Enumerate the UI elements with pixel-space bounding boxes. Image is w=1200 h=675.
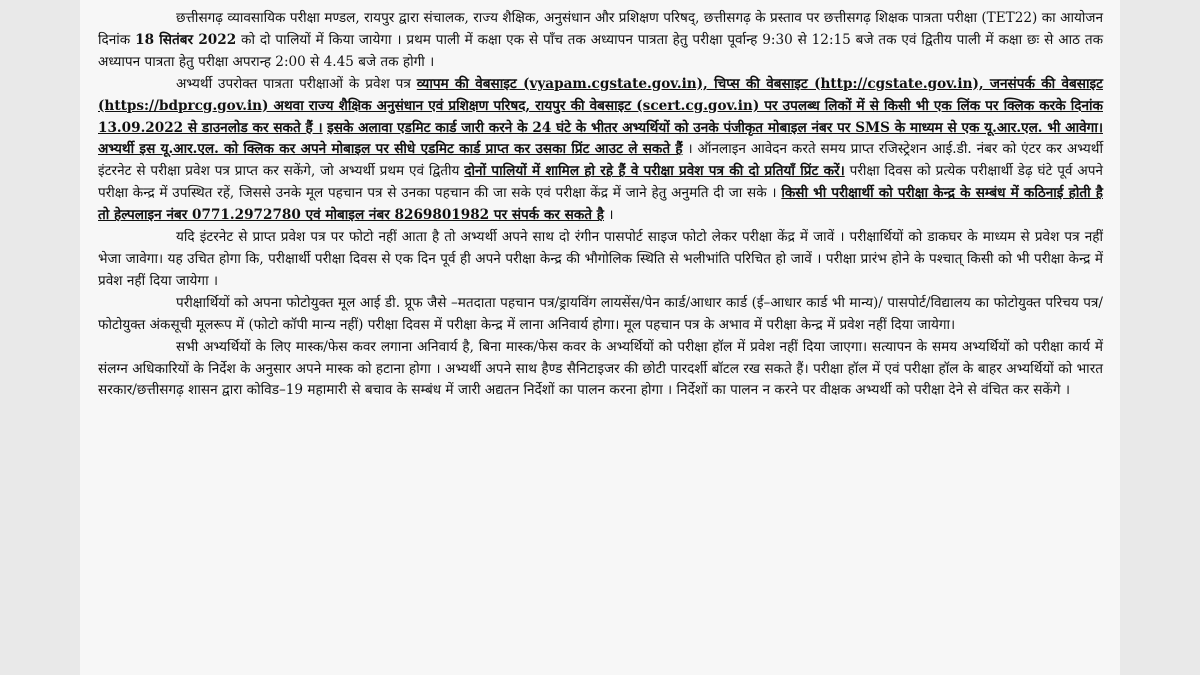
- paragraph-photo-instructions: यदि इंटरनेट से प्राप्त प्रवेश पत्र पर फोटो नहीं आता है तो अभ्यर्थी अपने साथ दो रंगीन पासपोर्ट साइज फोटो लेकर परीक्षा केंद्र में जावें । परीक्षार्थियों को डाकघर के माध्यम से प्रवेश पत्र नहीं भेजा जावेगा। यह उचित होगा कि, परीक्षार्थी परीक्षा दिवस से एक दिन पूर्व ही अपने परीक्षा केन्द्र की भौगोलिक स्थिति से भलीभांति परिचित हो जावें । परीक्षा प्रारंभ होने के पश्चात् किसी को भी परीक्षा केन्द्र में प्रवेश नहीं दिया जायेगा ।: [98, 229, 1103, 289]
- exam-notice-body: [98, 8, 1103, 402]
- schedule-shift-text: को दो पालियों में किया जायेगा । प्रथम पाली में कक्षा एक से पाँच तक अध्यापन पात्रता हेतु परीक्षा पूर्वान्ह 9:30 से 12:15 बजे तक एवं द्वितीय पाली में कक्षा छः से आठ तक अध्यापन पात्रता हेतु परीक्षा अपरान्ह 2:00 से 4.45 बजे तक होगी ।: [98, 31, 1104, 70]
- paragraph-exam-schedule: [98, 8, 1103, 74]
- schedule-intro-text: छत्तीसगढ़ व्यावसायिक परीक्षा मण्डल, रायपुर द्वारा संचालक, राज्य शैक्षिक, अनुसंधान और प्रशिक्षण परिषद्, छत्तीसगढ़ के प्रस्ताव पर छत्तीसगढ़ शिक्षक पात्रता परीक्षा (TET22) का आयोजन दिनांक: [98, 10, 1103, 48]
- paragraph-id-proof: परीक्षार्थियों को अपना फोटोयुक्त मूल आई डी. प्रूफ जैसे –मतदाता पहचान पत्र/ड्रायविंग लायसेंस/पेन कार्ड/आधार कार्ड (ई–आधार कार्ड भी मान्य)/ पासपोर्ट/विद्यालय का फोटोयुक्त परिचय पत्र/ फोटोयुक्त अंकसूची मूलरूप में (फोटो कॉपी मान्य नहीं) परीक्षा दिवस में परीक्षा केन्द्र में लाना अनिवार्य होगा। मूल पहचान पत्र के अभाव में परीक्षा केन्द्र में प्रवेश नहीं दिया जायेगा।: [98, 294, 1103, 333]
- exam-date: 18 सितंबर 2022: [135, 31, 237, 48]
- two-shift-print-text: दोनों पालियों में शामिल हो रहे हैं वे परीक्षा प्रवेश पत्र की दो प्रतियाँ प्रिंट करें।: [464, 163, 845, 180]
- admit-card-intro-text: अभ्यर्थी उपरोक्त पात्रता परीक्षाओं के प्रवेश पत्र: [176, 75, 411, 92]
- helpline-end-text: ।: [608, 207, 614, 224]
- paragraph-admit-card: [98, 74, 1103, 227]
- paragraph-covid-guidelines: सभी अभ्यर्थियों के लिए मास्क/फेस कवर लगाना अनिवार्य है, बिना मास्क/फेस कवर के अभ्यर्थियों को परीक्षा हॉल में प्रवेश नहीं दिया जाएगा। सत्यापन के समय अभ्यर्थियों को परीक्षा कार्य में संलग्न अधिकारियों के निर्देश के अनुसार अपने मास्क को हटाना होगा । अभ्यर्थी अपने साथ हैण्ड सैनिटाइजर की छोटी पारदर्शी बॉटल रख सकते हैं। परीक्षा हॉल में एवं परीक्षा हॉल के बाहर अभ्यर्थियों को भारत सरकार/छत्तीसगढ़ शासन द्वारा कोविड–19 महामारी से बचाव के सम्बंध में जारी अद्यतन निर्देशों का पालन करना होगा । निर्देशों का पालन न करने पर वीक्षक अभ्यर्थी को परीक्षा देने से वंचित कर सकेंगे ।: [98, 338, 1103, 399]
- sms-url-text: इसके अलावा एडमिट कार्ड जारी करने के 24 घंटे के भीतर अभ्यर्थियों को उनके पंजीकृत मोबाइल नंबर पर SMS के माध्यम से एक यू.आर.एल. भी आवेगा। अभ्यर्थी इस यू.आर.एल. को क्लिक कर अपने मोबाइल पर सीधे एडमिट कार्ड प्राप्त कर उसका प्रिंट आउट ले सकते हैं: [98, 119, 1103, 158]
- helpline-text: किसी भी परीक्षार्थी को परीक्षा केन्द्र के सम्बंध में कठिनाई होती है तो हेल्पलाइन नंबर 0771.2972780 एवं मोबाइल नंबर 8269801982 पर संपर्क कर सकते है: [98, 185, 1103, 224]
- admit-card-websites-text: व्यापम की वेबसाइट (vyapam.cgstate.gov.in), चिप्स की वेबसाइट (http://cgstate.gov.in), जनसंपर्क की वेबसाइट (https://bdprcg.gov.in) अथवा राज्य शैक्षिक अनुसंधान एवं प्रशिक्षण परिषद, रायपुर की वेबसाइट (scert.cg.gov.in) पर उपलब्ध लिकों में से किसी भी एक लिंक पर क्लिक करके दिनांक 13.09.2022 से डाउनलोड कर सकते हैं ।: [98, 75, 1104, 136]
- reporting-time-text: परीक्षा दिवस को प्रत्येक परीक्षार्थी डेढ़ घंटे पूर्व अपने परीक्षा केन्द्र में उपस्थित रहें, जिससे उनके मूल पहचान पत्र से उनका पहचान की जा सके एवं परीक्षा केंद्र में जाने हेतु अनुमति दी जा सके ।: [98, 163, 1103, 202]
- registration-id-text: । ऑनलाइन आवेदन करते समय प्राप्त रजिस्ट्रेशन आई.डी. नंबर को एंटर कर अभ्यर्थी इंटरनेट से परीक्षा प्रवेश पत्र प्राप्त कर सकेंगे, जो अभ्यर्थी प्रथम एवं द्वितीय: [98, 141, 1103, 180]
- scanned-notice-page: [80, 0, 1120, 675]
